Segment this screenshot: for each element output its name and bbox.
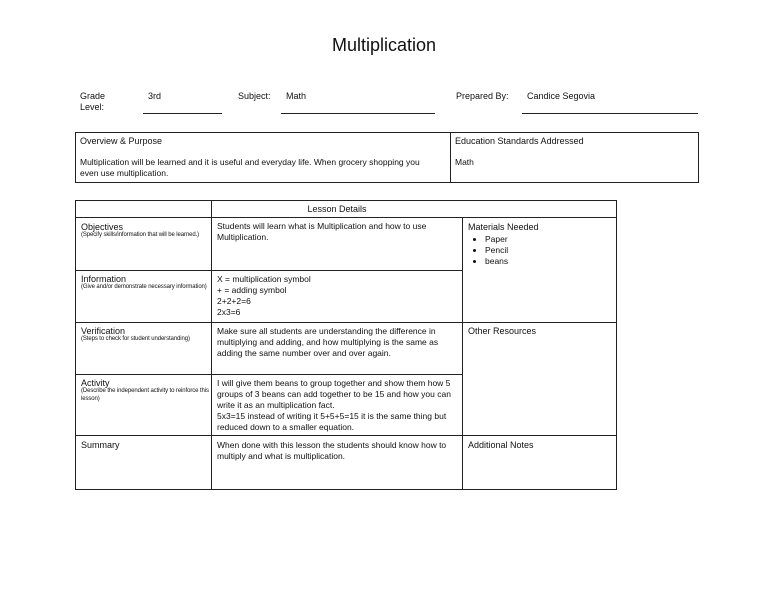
row-hint-verification: (Steps to check for student understanding) (81, 336, 190, 342)
row-label-verification: Verification (81, 326, 126, 336)
subject-label: Subject: (238, 91, 271, 101)
grade-label: Grade Level: (80, 91, 106, 112)
row-content-objectives: Students will learn what is Multiplication and how to use Multiplication. (217, 221, 427, 242)
prepared-by-value: Candice Segovia (527, 91, 596, 101)
list-item: • Paper (485, 234, 508, 245)
overview-divider (450, 132, 451, 183)
row-content-information: X = multiplication symbol + = adding symbol 2+2+2=6 2x3=6 (217, 274, 311, 317)
list-item: • beans (485, 256, 508, 267)
row-content-activity: I will give them beans to group together and show them how 5 groups of 3 beans can add together to be 15 and how you can write it as an multiplication fact. 5x3=15 instead of writing it 5+5+5=15 it is the same thing but reduced down to a smaller equation. (217, 378, 451, 432)
grade-underline (143, 113, 222, 114)
materials-heading: Materials Needed (468, 222, 539, 232)
row-label-activity: Activity (81, 378, 110, 388)
page-title: Multiplication (331, 35, 437, 55)
grade-value: 3rd (148, 91, 162, 101)
standards-text: Math (455, 157, 474, 167)
row-content-summary: When done with this lesson the students should know how to multiply and what is multiplication. (217, 440, 447, 461)
col-divider-1 (211, 200, 212, 490)
prepared-by-label: Prepared By: (456, 91, 509, 101)
row-content-verification: Make sure all students are understanding the difference in multiplying and adding, and how multiplying is the same as adding the same number over and over again. (217, 326, 439, 358)
subject-underline (281, 113, 435, 114)
additional-notes-heading: Additional Notes (468, 440, 534, 450)
subject-value: Math (286, 91, 307, 101)
other-resources-heading: Other Resources (468, 326, 537, 336)
row-rule (75, 270, 462, 271)
col-divider-2 (462, 217, 463, 490)
overview-text: Multiplication will be learned and it is useful and everyday life. When grocery shopping you even use multiplication. (80, 157, 420, 178)
row-rule (75, 322, 617, 323)
row-hint-objectives: (Specify skills/information that will be learned.) (81, 232, 200, 238)
lesson-header-rule (75, 217, 617, 218)
materials-list (468, 234, 508, 267)
standards-heading: Education Standards Addressed (455, 136, 584, 146)
list-item: • Pencil (485, 245, 508, 256)
row-rule (75, 435, 617, 436)
overview-heading: Overview & Purpose (80, 136, 163, 146)
row-rule (75, 374, 462, 375)
row-hint-activity: (Describe the independent activity to reinforce this lesson) (81, 388, 209, 402)
row-label-summary: Summary (81, 440, 120, 450)
row-label-objectives: Objectives (81, 222, 124, 232)
row-hint-information: (Give and/or demonstrate necessary information) (81, 284, 207, 290)
row-label-information: Information (81, 274, 127, 284)
prepared-by-underline (522, 113, 698, 114)
lesson-details-heading: Lesson Details (307, 204, 367, 214)
